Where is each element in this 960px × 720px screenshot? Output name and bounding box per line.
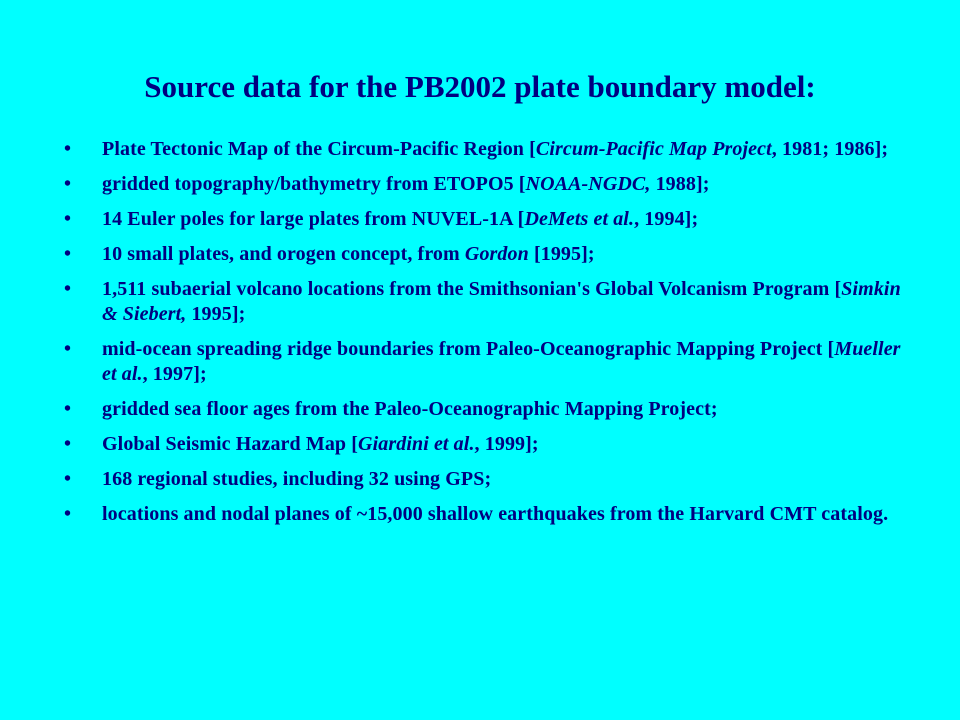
list-item xyxy=(64,467,920,492)
citation-italic: NOAA-NGDC, xyxy=(525,173,651,195)
citation-italic: Mueller et al. xyxy=(102,338,901,385)
list-item xyxy=(64,397,920,422)
citation-italic: Gordon xyxy=(464,243,529,265)
text-segment: 168 regional studies, including 32 using GPS; xyxy=(102,468,492,490)
bullet-text xyxy=(102,468,491,490)
bullet-icon: • xyxy=(64,338,72,360)
bullet-icon: • xyxy=(64,433,72,455)
citation-italic: Giardini et al. xyxy=(358,433,475,455)
bullet-icon: • xyxy=(64,398,72,420)
list-item xyxy=(64,172,920,197)
text-segment: 1995]; xyxy=(186,303,246,325)
bullet-icon: • xyxy=(64,278,72,300)
list-item xyxy=(64,337,920,387)
text-segment: Global Seismic Hazard Map [ xyxy=(102,433,359,455)
bullet-text xyxy=(102,173,710,195)
text-segment: mid-ocean spreading ridge boundaries from Paleo-Oceanographic Mapping Project [ xyxy=(102,338,835,360)
text-segment: , 1997]; xyxy=(142,363,207,385)
text-segment: 1988]; xyxy=(650,173,710,195)
bullet-list xyxy=(64,137,920,537)
bullet-icon: • xyxy=(64,503,72,525)
list-item xyxy=(64,502,920,527)
citation-italic: Simkin & Siebert, xyxy=(102,278,901,325)
bullet-icon: • xyxy=(64,243,72,265)
list-item xyxy=(64,242,920,267)
bullet-text xyxy=(102,278,901,325)
text-segment: Plate Tectonic Map of the Circum-Pacific Region [ xyxy=(102,138,536,160)
bullet-text xyxy=(102,433,539,455)
text-segment: 1,511 subaerial volcano locations from the Smithsonian's Global Volcanism Program [ xyxy=(102,278,842,300)
bullet-text xyxy=(102,208,698,230)
text-segment: , 1999]; xyxy=(474,433,539,455)
text-segment: 10 small plates, and orogen concept, from xyxy=(102,243,465,265)
text-segment: , 1981; 1986]; xyxy=(771,138,889,160)
bullet-icon: • xyxy=(64,208,72,230)
text-segment: , 1994]; xyxy=(634,208,699,230)
list-item xyxy=(64,432,920,457)
text-segment: gridded topography/bathymetry from ETOPO5 [ xyxy=(102,173,526,195)
text-segment: [1995]; xyxy=(528,243,595,265)
bullet-text xyxy=(102,138,888,160)
text-segment: gridded sea floor ages from the Paleo-Oceanographic Mapping Project; xyxy=(102,398,718,420)
bullet-text xyxy=(102,398,718,420)
bullet-text xyxy=(102,243,595,265)
list-item xyxy=(64,137,920,162)
text-segment: locations and nodal planes of ~15,000 shallow earthquakes from the Harvard CMT catalog. xyxy=(102,503,889,525)
slide-title: Source data for the PB2002 plate boundary model: xyxy=(144,69,816,104)
bullet-icon: • xyxy=(64,468,72,490)
list-item xyxy=(64,277,920,327)
citation-italic: Circum-Pacific Map Project xyxy=(535,138,772,160)
bullet-icon: • xyxy=(64,138,72,160)
list-item xyxy=(64,207,920,232)
bullet-icon: • xyxy=(64,173,72,195)
text-segment: 14 Euler poles for large plates from NUVEL-1A [ xyxy=(102,208,525,230)
bullet-text xyxy=(102,338,901,385)
bullet-text xyxy=(102,503,888,525)
citation-italic: DeMets et al. xyxy=(524,208,635,230)
